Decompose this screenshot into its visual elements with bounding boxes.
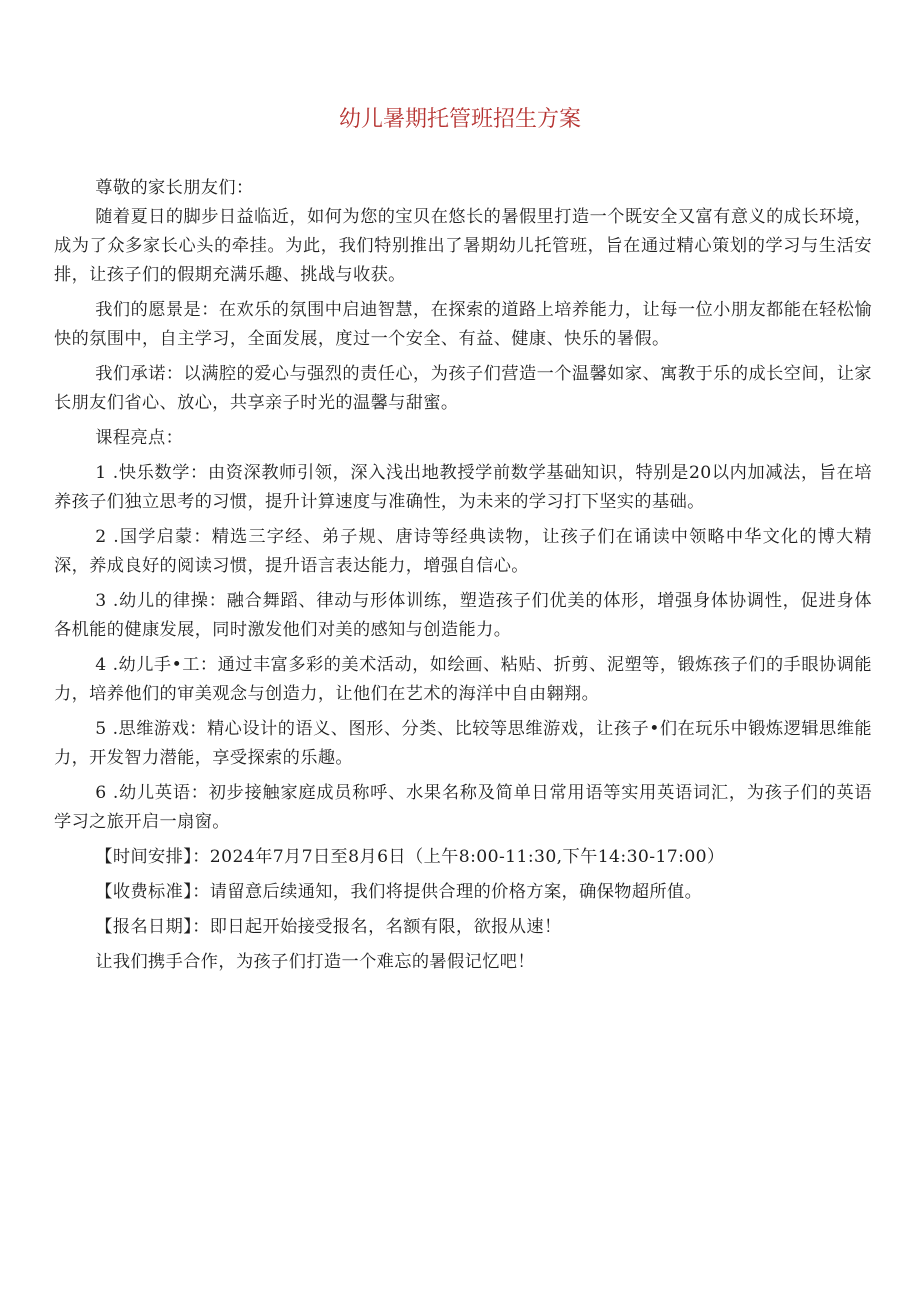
greeting: 尊敬的家长朋友们： — [95, 178, 254, 198]
intro-paragraph: 随着夏日的脚步日益临近，如何为您的宝贝在悠长的暑假里打造一个既安全又富有意义的成长环境，成为了众多家长心头的牵挂。为此，我们特别推出了暑期幼儿托管班，旨在通过精心策划的学习与生活安排，让孩子们的假期充满乐趣、挑战与收获。 — [54, 207, 872, 285]
highlight-item-handcraft: 4 .幼儿手•工：通过丰富多彩的美术活动，如绘画、粘贴、折剪、泥塑等，锻炼孩子们的手眼协调能力，培养他们的审美观念与创造力，让他们在艺术的海洋中自由翱翔。 — [54, 655, 872, 704]
info-fees: 【收费标准】：请留意后续通知，我们将提供合理的价格方案，确保物超所值。 — [95, 882, 703, 902]
highlight-item-guoxue: 2 .国学启蒙：精选三字经、弟子规、唐诗等经典读物，让孩子们在诵读中领略中华文化的博大精深，养成良好的阅读习惯，提升语言表达能力，增强自信心。 — [54, 527, 872, 576]
highlight-item-math: 1 .快乐数学：由资深教师引领，深入浅出地教授学前数学基础知识，特别是20以内加减法，旨在培养孩子们独立思考的习惯，提升计算速度与准确性，为未来的学习打下坚实的基础。 — [54, 463, 872, 512]
closing-line: 让我们携手合作，为孩子们打造一个难忘的暑假记忆吧！ — [95, 952, 535, 972]
vision-paragraph: 我们的愿景是：在欢乐的氛围中启迪智慧，在探索的道路上培养能力，让每一位小朋友都能在轻松愉快的氛围中，自主学习，全面发展，度过一个安全、有益、健康、快乐的暑假。 — [54, 300, 872, 349]
info-schedule: 【时间安排】：2024年7月7日至8月6日（上午8:00-11:30,下午14:30-17:00） — [95, 847, 725, 867]
promise-paragraph: 我们承诺：以满腔的爱心与强烈的责任心，为孩子们营造一个温馨如家、寓教于乐的成长空间，让家长朋友们省心、放心，共享亲子时光的温馨与甜蜜。 — [54, 364, 872, 413]
document-body — [54, 174, 872, 977]
highlight-item-english: 6 .幼儿英语：初步接触家庭成员称呼、水果名称及简单日常用语等实用英语词汇，为孩子们的英语学习之旅开启一扇窗。 — [54, 783, 872, 832]
info-registration: 【报名日期】：即日起开始接受报名，名额有限，欲报从速！ — [95, 917, 562, 937]
highlight-item-thinking-games: 5 .思维游戏：精心设计的语义、图形、分类、比较等思维游戏，让孩子•们在玩乐中锻炼逻辑思维能力，开发智力潜能，享受探索的乐趣。 — [54, 719, 872, 768]
highlight-item-rhythm: 3 .幼儿的律操：融合舞蹈、律动与形体训练，塑造孩子们优美的体形，增强身体协调性，促进身体各机能的健康发展，同时激发他们对美的感知与创造能力。 — [54, 591, 872, 640]
page-title: 幼儿暑期托管班招生方案 — [338, 107, 581, 132]
highlights-heading: 课程亮点： — [95, 428, 184, 448]
